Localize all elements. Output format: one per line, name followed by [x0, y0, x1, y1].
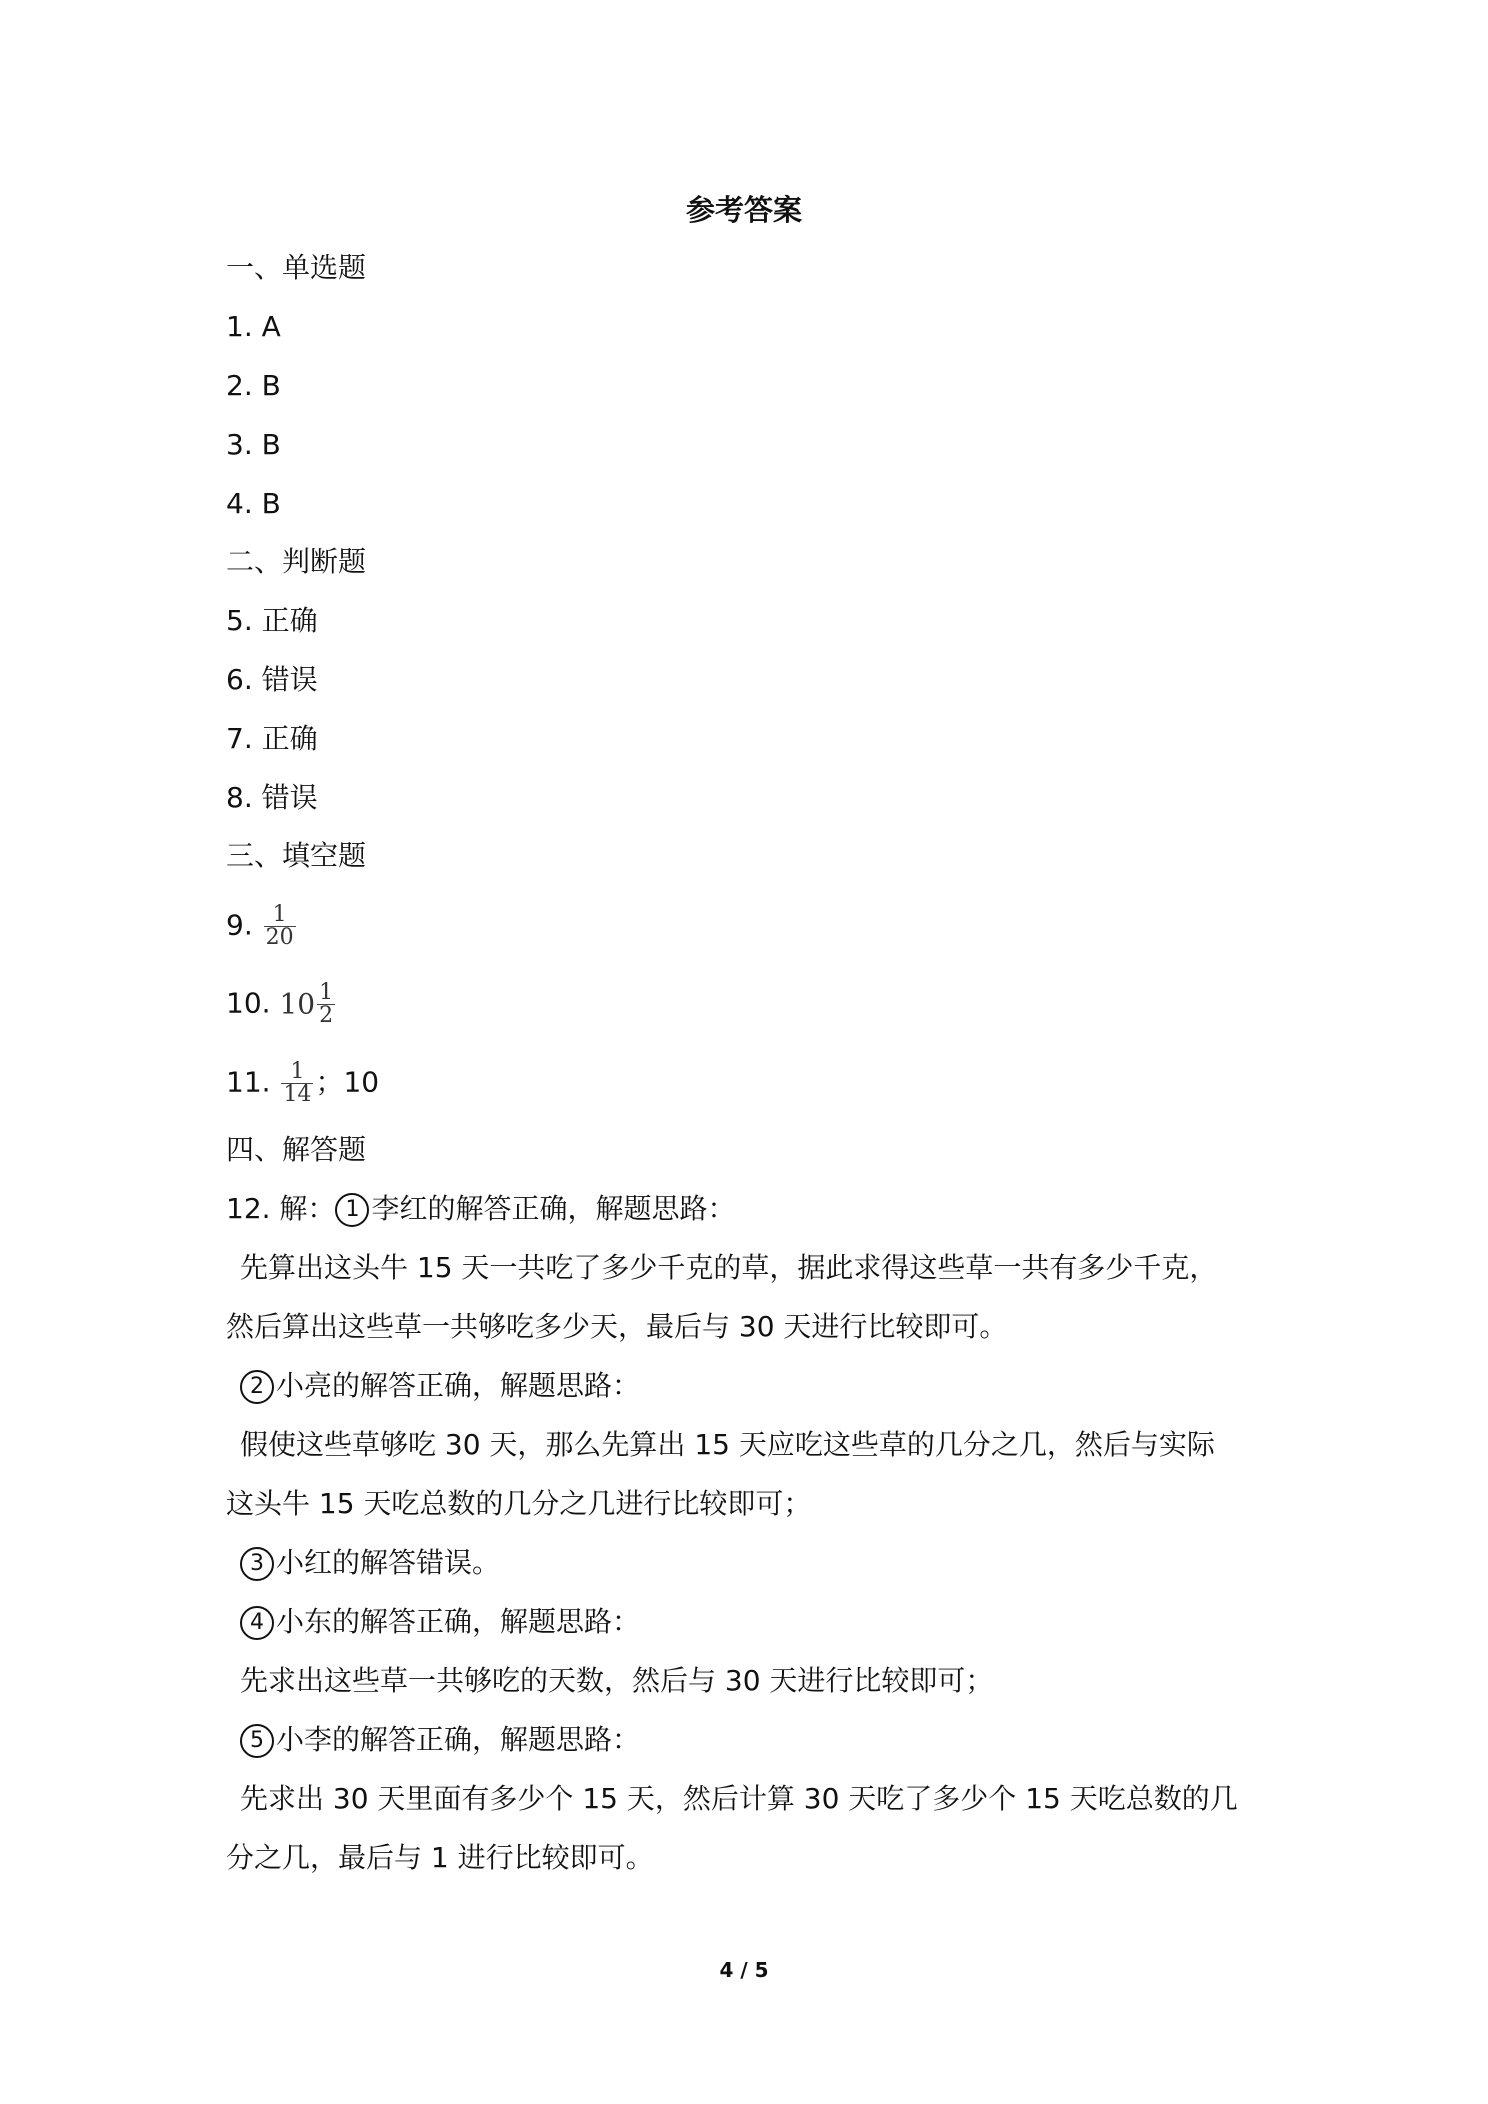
q12-item-4: [240, 1602, 640, 1642]
fraction-numerator: 1: [272, 902, 287, 927]
circled-number-4: 4: [240, 1606, 274, 1640]
q12-item-1: [226, 1189, 735, 1229]
page-number: 4 / 5: [719, 1958, 769, 1982]
fraction-denominator: 2: [319, 1003, 334, 1028]
page-title: 参考答案: [685, 193, 802, 227]
fraction-denominator: 20: [265, 925, 294, 950]
answer-9-label: 9.: [226, 908, 262, 942]
q12-paragraph-4a: 先求出这些草一共够吃的天数，然后与 30 天进行比较即可；: [240, 1664, 994, 1697]
answer-11-fraction: [281, 1061, 313, 1106]
section-heading-solution: 四、解答题: [226, 1133, 367, 1166]
q12-paragraph-1a: 先算出这头牛 15 天一共吃了多少千克的草，据此求得这些草一共有多少千克，: [240, 1251, 1218, 1284]
q12-item-2: [240, 1366, 640, 1406]
q12-item-4-text: 小东的解答正确，解题思路：: [276, 1605, 641, 1638]
q12-paragraph-5a: 先求出 30 天里面有多少个 15 天，然后计算 30 天吃了多少个 15 天吃总数的几: [240, 1782, 1238, 1815]
q12-paragraph-2a: 假使这些草够吃 30 天，那么先算出 15 天应吃这些草的几分之几，然后与实际: [240, 1428, 1215, 1461]
answer-3: 3. B: [226, 428, 281, 461]
q12-item-5-text: 小李的解答正确，解题思路：: [276, 1723, 641, 1756]
q12-item-2-text: 小亮的解答正确，解题思路：: [276, 1369, 641, 1402]
answer-7: 7. 正确: [226, 722, 318, 755]
answer-2: 2. B: [226, 369, 281, 402]
answer-11: [226, 1061, 379, 1106]
circled-number-3: 3: [240, 1547, 274, 1581]
answer-10-label: 10.: [226, 986, 280, 1020]
fraction-numerator: 1: [319, 980, 334, 1005]
answer-9: [226, 904, 298, 949]
answer-10-fraction: [317, 982, 335, 1027]
q12-item-3-text: 小红的解答错误。: [276, 1546, 501, 1579]
circled-number-2: 2: [240, 1370, 274, 1404]
q12-paragraph-2b: 这头牛 15 天吃总数的几分之几进行比较即可；: [226, 1487, 812, 1520]
answer-11-label: 11.: [226, 1065, 280, 1099]
fraction-numerator: 1: [290, 1059, 305, 1084]
answer-6: 6. 错误: [226, 663, 318, 696]
q12-item-5: [240, 1720, 640, 1760]
q12-item-1-text: 李红的解答正确，解题思路：: [371, 1192, 736, 1225]
answer-11-tail: ；10: [315, 1065, 380, 1099]
answer-8: 8. 错误: [226, 781, 318, 814]
q12-item-3: [240, 1543, 500, 1583]
circled-number-1: 1: [335, 1193, 369, 1227]
answer-1: 1. A: [226, 310, 281, 343]
section-heading-fill-blank: 三、填空题: [226, 839, 367, 872]
answer-5: 5. 正确: [226, 604, 318, 637]
answer-9-fraction: [264, 904, 296, 949]
q12-paragraph-1b: 然后算出这些草一共够吃多少天，最后与 30 天进行比较即可。: [226, 1310, 1008, 1343]
section-heading-single-choice: 一、单选题: [226, 251, 367, 284]
q12-intro: 12. 解：: [226, 1192, 336, 1225]
circled-number-5: 5: [240, 1724, 274, 1758]
answer-4: 4. B: [226, 487, 281, 520]
fraction-denominator: 14: [283, 1082, 312, 1107]
answer-10: [226, 982, 337, 1027]
section-heading-true-false: 二、判断题: [226, 545, 367, 578]
q12-paragraph-5b: 分之几，最后与 1 进行比较即可。: [226, 1841, 654, 1874]
mixed-number-whole: 10: [279, 987, 316, 1021]
